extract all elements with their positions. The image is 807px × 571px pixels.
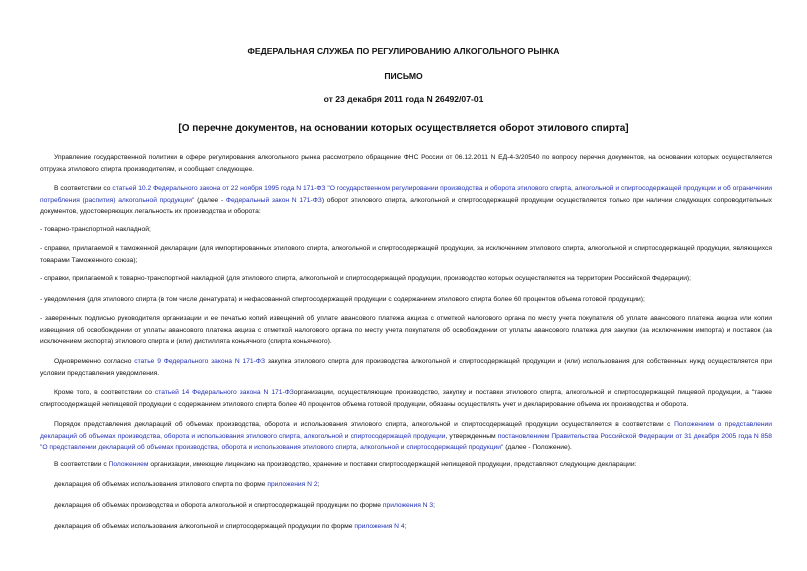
link-article-10-2-law-171[interactable]: статьей 10.2 Федерального закона от 22 ноября 1995 года N 171-ФЗ "О государственном регулировании производства и оборота этилового спирта, алкогольной и спиртосодержащей продукции и об ограничении потребления (распития) алкогольной продукции" [40,185,772,204]
link-appendix-2[interactable]: приложения N 2 [267,481,318,488]
text-run: закупка этилового спирта для производства алкогольной и спиртосодержащей продукции и (или) использования для собственных нужд осуществляется при условии представления уведомления. [40,358,773,377]
paragraph-article-14 [40,387,772,410]
link-declaration-regulation[interactable]: Положением о представлении деклараций об объемах производства, оборота и использования этилового спирта, алкогольной и спиртосодержащей продукции [40,421,772,440]
text-run: декларация об объемах использования этилового спирта по форме [54,481,268,488]
text-run: ; [404,523,407,530]
text-run: Кроме того, в соответствии со [54,389,155,396]
list-item: - заверенных подписью руководителя организации и ее печатью копий извещений об уплате авансового платежа акциза с отметкой налогового органа по месту учета покупателя об уплате авансового платежа акциза или копии извещения об освобождении от уплаты авансового платежа акциза с отметкой налогового органа по месту учета покупателя об освобождении от уплаты авансового платежа для закупки (за исключением импорта) и поставок (за исключением экспорта) этилового спирта и (или) дистиллята коньячного (спирта коньячного). [40,315,772,345]
link-appendix-4[interactable]: приложения N 4 [354,523,405,530]
text-run: ; [433,502,435,509]
text-run: ; [317,481,320,488]
text-run: (далее - Положение). [503,444,572,451]
text-run: В соответствии с [54,461,109,468]
link-regulation[interactable]: Положением [108,461,149,468]
document-type: ПИСЬМО [384,71,423,81]
text-run: организации, имеющие лицензию на производство, хранение и поставки спиртосодержащей непищевой продукции, представляют следующие декларации: [148,461,637,468]
list-item: - уведомления (для этилового спирта (в том числе денатурата) и нефасованной спиртосодержащей продукции с содержанием этилового спирта более 60 процентов объема готовой продукции); [40,296,645,303]
list-item: - справки, прилагаемой к таможенной декларации (для импортированных этилового спирта, алкогольной и спиртосодержащей продукции, за исключением этилового спирта, алкогольной и спиртосодержащей продукции, являющихся товарами Таможенного союза); [40,245,772,264]
paragraph-declarations-list [40,459,772,471]
list-item: - товарно-транспортной накладной; [40,226,151,233]
link-article-14-law-171[interactable]: статьей 14 Федерального закона N 171-ФЗ [154,389,294,396]
text-run: декларация об объемах производства и оборота алкогольной и спиртосодержащей продукции по форме [54,502,383,509]
list-item: - справки, прилагаемой к товарно-транспортной накладной (для этилового спирта, алкогольной и спиртосодержащей продукции, производство которых осуществляется на территории Российской Федерации); [40,275,692,282]
declaration-item-appendix-2 [40,479,772,491]
document-subject: [О перечне документов, на основании которых осуществляется оборот этилового спирта] [178,123,629,134]
text-run: , утвержденным [445,432,498,440]
text-run: Одновременно согласно [54,358,135,365]
paragraph-article-9 [40,356,772,379]
declaration-item-appendix-3 [40,500,772,512]
paragraph-accompanying-documents [40,183,772,218]
link-government-resolution-858[interactable]: постановлением Правительства Российской Федерации от 31 декабря 2005 года N 858 "О представлении деклараций об объемах производства, оборота и использования этилового спирта, алкогольной и спиртосодержащей продукции" [40,432,772,451]
text-run: организации, осуществляющие производство, закупку и поставки этилового спирта, алкогольной и спиртосодержащей пищевой продукции, а "также спиртосодержащей непищевой продукции с содержанием этилового спирта более 40 процентов объема готовой продукции, обязаны осуществлять учет и декларирование объема их производства и оборота. [40,389,773,408]
text-run: (далее - [194,196,226,204]
text-run: Порядок представления деклараций об объемах производства, оборота и использования этилового спирта, алкогольной и спиртосодержащей продукции осуществляется в соответствии с [54,421,675,428]
declaration-item-appendix-4 [40,521,772,533]
document-date-number: от 23 декабря 2011 года N 26492/07-01 [323,94,484,104]
text-run: ) оборот этилового спирта, алкогольной и спиртосодержащей продукции осуществляется только при наличии следующих сопроводительных документов, удостоверяющих легальность их производства и оборота: [40,196,772,215]
intro-paragraph: Управление государственной политики в сфере регулирования алкогольного рынка рассмотрело обращение ФНС России от 06.12.2011 N ЕД-4-3/20540 по вопросу перечня документов, на основании которых осуществляется отгрузка этилового спирта производителям, и сообщает следующее. [40,154,772,173]
link-article-9-law-171[interactable]: статье 9 Федерального закона N 171-ФЗ [134,358,265,365]
text-run: В соответствии со [54,185,113,192]
link-appendix-3[interactable]: приложения N 3 [382,502,434,509]
paragraph-declaration-procedure [40,419,772,454]
text-run: декларация об объемах использования алкогольной и спиртосодержащей продукции по форме [54,523,355,530]
link-law-171[interactable]: Федеральный закон N 171-ФЗ [225,196,322,204]
agency-title: ФЕДЕРАЛЬНАЯ СЛУЖБА ПО РЕГУЛИРОВАНИЮ АЛКОГОЛЬНОГО РЫНКА [247,46,560,56]
